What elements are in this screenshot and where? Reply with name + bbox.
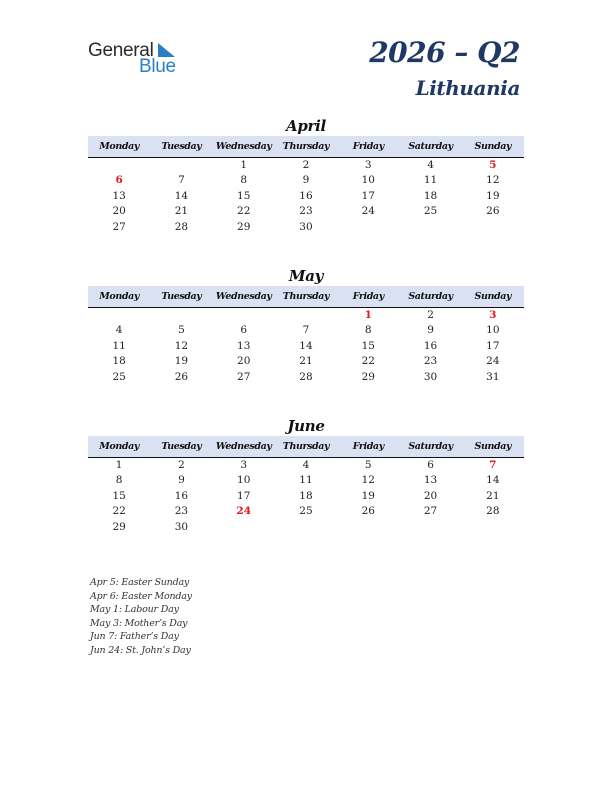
weekday-label: Thursday	[282, 141, 330, 152]
holiday-date-cell: 3	[489, 309, 497, 321]
date-cell: 28	[174, 220, 189, 233]
holiday-item: Apr 6: Easter Monday	[90, 590, 192, 602]
date-cell: 27	[112, 220, 126, 233]
date-cell: 27	[423, 505, 438, 518]
holiday-date-cell: 24	[236, 505, 252, 518]
holiday-list	[90, 576, 192, 658]
date-cell	[150, 308, 212, 323]
date-cell: 19	[174, 355, 189, 368]
weekday-label: Friday	[352, 141, 384, 152]
date-cell: 25	[299, 505, 313, 518]
holiday-item: May 1: Labour Day	[90, 604, 179, 616]
logo-text-general: General	[88, 40, 154, 61]
date-cell: 17	[361, 189, 375, 202]
date-cell: 19	[361, 489, 375, 502]
date-cell: 2	[178, 459, 185, 471]
date-cell: 29	[361, 370, 375, 383]
weekday-label: Monday	[99, 291, 139, 302]
date-cell: 22	[112, 505, 126, 518]
date-cell: 13	[112, 189, 126, 202]
week-row	[88, 458, 524, 473]
holiday-date-cell: 6	[115, 174, 123, 187]
date-cell: 20	[423, 489, 438, 502]
date-cell: 4	[427, 159, 434, 171]
date-cell: 29	[237, 220, 251, 233]
weekday-label: Tuesday	[161, 441, 202, 452]
date-cell: 23	[174, 505, 189, 518]
weekday-label: Thursday	[282, 441, 330, 452]
weekday-label: Tuesday	[161, 291, 202, 302]
date-cell	[462, 220, 524, 235]
date-cell: 10	[237, 474, 251, 487]
weekday-label: Sunday	[474, 291, 512, 302]
date-cell: 8	[115, 474, 123, 487]
date-cell: 3	[240, 459, 248, 471]
week-row	[88, 220, 524, 235]
date-cell	[337, 520, 399, 535]
date-cell: 15	[361, 339, 375, 352]
date-cell: 13	[237, 339, 251, 352]
holiday-date-cell: 1	[364, 309, 372, 321]
date-cell: 25	[112, 370, 126, 383]
date-cell: 8	[364, 324, 372, 337]
date-cell: 9	[302, 174, 310, 187]
holiday-date-cell: 5	[489, 159, 497, 171]
date-cell: 1	[240, 159, 248, 171]
weekday-label: Wednesday	[215, 141, 272, 152]
date-cell	[213, 520, 275, 535]
date-cell: 10	[361, 174, 375, 187]
date-cell: 5	[178, 324, 185, 337]
month-name: May	[288, 267, 324, 285]
date-cell: 5	[364, 459, 372, 471]
date-cell: 15	[237, 189, 251, 202]
month-name: June	[287, 417, 325, 435]
weekday-label: Saturday	[408, 141, 453, 152]
date-cell: 15	[112, 489, 126, 502]
week-row	[88, 158, 524, 173]
weekday-label: Tuesday	[161, 141, 202, 152]
weekday-header-row	[88, 136, 524, 158]
date-cell	[88, 308, 150, 323]
date-cell: 24	[486, 355, 500, 368]
weekday-label: Wednesday	[215, 291, 272, 302]
date-cell: 14	[486, 474, 500, 487]
date-cell: 26	[486, 205, 500, 218]
holiday-item: Jun 24: St. John’s Day	[90, 644, 191, 656]
week-row	[88, 189, 524, 204]
logo-text-blue: Blue	[139, 56, 176, 77]
date-cell: 8	[240, 174, 248, 187]
holiday-date-cell: 7	[489, 459, 497, 471]
date-cell: 31	[486, 370, 500, 383]
date-cell: 30	[423, 370, 438, 383]
weekday-header-row	[88, 286, 524, 308]
week-row	[88, 473, 524, 488]
date-cell: 18	[423, 189, 438, 202]
date-cell: 22	[361, 355, 375, 368]
date-cell: 27	[237, 370, 251, 383]
week-row	[88, 354, 524, 369]
weekday-label: Sunday	[474, 441, 512, 452]
date-cell: 10	[486, 324, 500, 337]
weekday-label: Thursday	[282, 291, 330, 302]
week-row	[88, 308, 524, 323]
date-cell: 3	[364, 159, 372, 171]
holiday-item: Apr 5: Easter Sunday	[90, 577, 190, 588]
date-cell: 11	[299, 474, 313, 487]
date-cell: 23	[423, 355, 438, 368]
month-name: April	[286, 117, 326, 135]
country-name: Lithuania	[415, 76, 520, 100]
week-row	[88, 173, 524, 188]
date-cell: 12	[486, 174, 500, 187]
weekday-label: Saturday	[408, 291, 453, 302]
date-cell: 7	[302, 324, 310, 337]
week-row	[88, 520, 524, 535]
weekday-label: Monday	[99, 441, 139, 452]
date-cell: 25	[423, 205, 438, 218]
date-cell: 21	[486, 489, 500, 502]
week-row	[88, 323, 524, 338]
page-title: 2026 – Q2	[369, 36, 520, 69]
holiday-item: Jun 7: Father’s Day	[90, 631, 179, 643]
date-cell	[337, 220, 399, 235]
date-cell: 14	[299, 339, 313, 352]
week-row	[88, 489, 524, 504]
week-row	[88, 370, 524, 385]
date-cell: 13	[423, 474, 438, 487]
date-cell: 2	[427, 309, 434, 321]
date-cell: 16	[299, 189, 313, 202]
date-cell: 1	[115, 459, 123, 471]
date-cell	[399, 520, 461, 535]
date-cell: 20	[237, 355, 251, 368]
month-calendar-may	[88, 266, 524, 385]
date-cell: 19	[486, 189, 500, 202]
date-cell: 18	[112, 355, 126, 368]
date-cell: 12	[361, 474, 375, 487]
date-cell: 30	[299, 220, 313, 233]
weekday-header-row	[88, 436, 524, 458]
date-cell: 11	[112, 339, 126, 352]
holiday-item: May 3: Mother’s Day	[90, 617, 188, 629]
week-row	[88, 504, 524, 519]
date-cell	[399, 220, 461, 235]
date-cell: 22	[237, 205, 251, 218]
date-cell	[275, 520, 337, 535]
date-cell: 26	[174, 370, 189, 383]
week-row	[88, 204, 524, 219]
date-cell: 14	[174, 189, 189, 202]
month-calendar-april	[88, 116, 524, 235]
date-cell: 12	[174, 339, 189, 352]
date-cell: 21	[299, 355, 313, 368]
date-cell: 7	[178, 174, 185, 187]
date-cell: 9	[427, 324, 434, 337]
date-cell	[88, 158, 150, 173]
month-calendar-june	[88, 416, 524, 535]
date-cell: 16	[423, 339, 438, 352]
date-cell: 16	[174, 489, 189, 502]
date-cell: 2	[302, 159, 310, 171]
date-cell	[213, 308, 275, 323]
weekday-label: Friday	[352, 291, 384, 302]
date-cell: 4	[302, 459, 310, 471]
date-cell: 4	[115, 324, 123, 337]
date-cell: 30	[174, 520, 189, 533]
week-row	[88, 339, 524, 354]
date-cell	[150, 158, 212, 173]
date-cell: 24	[361, 205, 375, 218]
date-cell: 9	[178, 474, 185, 487]
date-cell: 26	[361, 505, 375, 518]
date-cell	[275, 308, 337, 323]
weekday-label: Monday	[99, 141, 139, 152]
date-cell	[462, 520, 524, 535]
date-cell: 21	[174, 205, 189, 218]
date-cell: 17	[237, 489, 251, 502]
date-cell: 6	[240, 324, 248, 337]
weekday-label: Sunday	[474, 141, 512, 152]
date-cell: 11	[423, 174, 438, 187]
date-cell: 18	[299, 489, 313, 502]
generalblue-logo	[88, 40, 188, 80]
date-cell: 29	[112, 520, 126, 533]
weekday-label: Wednesday	[215, 441, 272, 452]
weekday-label: Saturday	[408, 441, 453, 452]
date-cell: 17	[486, 339, 500, 352]
date-cell: 23	[299, 205, 313, 218]
date-cell: 20	[112, 205, 126, 218]
weekday-label: Friday	[352, 441, 384, 452]
date-cell: 6	[427, 459, 434, 471]
date-cell: 28	[486, 505, 500, 518]
date-cell: 28	[299, 370, 313, 383]
